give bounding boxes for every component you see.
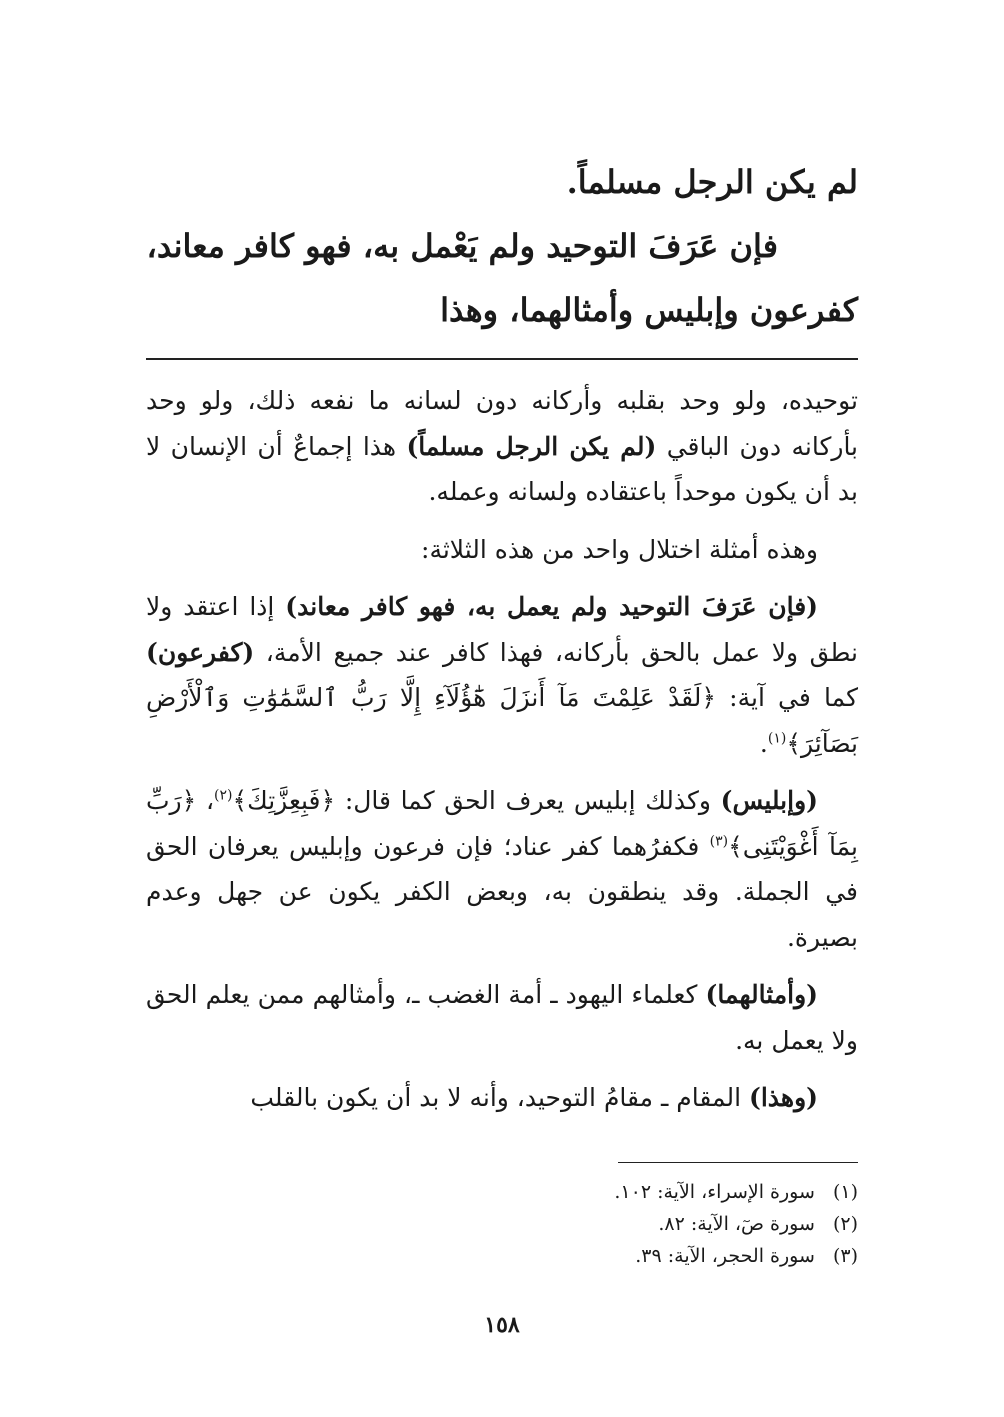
commentary-p1-bold: (لم يكن الرجل مسلماً) [406,431,657,461]
commentary-paragraph-1 [146,378,858,515]
commentary-paragraph-2: وهذه أمثلة اختلال واحد من هذه الثلاثة: [421,534,818,564]
footnote-number: (٢) [832,1213,858,1235]
footnote-ref-1: (١) [767,730,787,747]
footnote-ref-2: (٢) [214,787,233,804]
footnote-ref-3: (٣) [709,833,729,850]
quran-verse-2: ﴿فَبِعِزَّتِكَ﴾ [232,786,336,815]
commentary-p3-bold: (فإن عَرَفَ التوحيد ولم يعمل به، فهو كافر معاند) [285,592,818,621]
main-text-line-2: فإن عَرَفَ التوحيد ولم يَعْمل به، فهو كافر معاند، [146,227,778,265]
footnote-text: سورة الحجر، الآية: ٣٩. [635,1245,815,1267]
quran-verse-1: ﴿لَقَدْ عَلِمْتَ مَآ أَنزَلَ هَٰٓؤُلَآءِ إِلَّا رَبُّ ٱلسَّمَٰوَٰتِ وَٱلْأَرْضِ بَصَآئِرَ﴾ [146,683,858,758]
main-text-block [146,150,858,342]
commentary-p6-text: المقام ـ مقامُ التوحيد، وأنه لا بد أن يكون بالقلب [250,1083,742,1112]
commentary-p3-mid: كما في آية: [729,683,858,712]
footnote-text: سورة صٓ، الآية: ٨٢. [658,1213,815,1235]
footnote-number: (٣) [832,1245,858,1267]
main-text-separator [146,358,858,360]
footnote [358,1176,858,1208]
quran-verse-3: ﴿رَبِّ بِمَآ أَغْوَيْتَنِى﴾ [146,786,858,861]
commentary-p3-end: . [759,728,768,758]
footnote-number: (١) [832,1181,858,1203]
commentary-p6-bold: (وهذا) [749,1083,818,1112]
commentary-p5-text: كعلماء اليهود ـ أمة الغضب ـ، وأمثالهم ممن يعلم الحق ولا يعمل به. [146,980,858,1055]
commentary-p4-bold: (وإبليس) [720,786,818,815]
commentary-p5-bold: (وأمثالهما) [705,980,818,1009]
commentary-paragraph-4 [146,778,858,960]
main-text-line-1: لم يكن الرجل مسلماً. [566,163,858,201]
commentary-p3-text: إذا اعتقد ولا نطق ولا عمل بالحق بأركانه، فهذا كافر عند جميع الأمة، [146,592,858,667]
commentary-p1-tail: هذا إجماعٌ أن الإنسان لا بد أن يكون موحداً باعتقاده ولسانه وعمله. [146,431,858,506]
commentary-paragraph-3 [146,584,858,766]
footnotes-block [358,1176,858,1272]
footnote-separator [618,1162,858,1163]
commentary-p4-tail: فكفرُهما كفر عناد؛ فإن فرعون وإبليس يعرفان الحق في الجملة. وقد ينطقون به، وبعض الكفر يكون عن جهل وعدم بصيرة. [146,831,858,952]
page-number: ١٥٨ [484,1312,520,1338]
commentary-p4-text: وكذلك إبليس يعرف الحق كما قال: [344,786,711,815]
footnote [358,1208,858,1240]
footnote [358,1240,858,1272]
commentary-block [146,378,858,1133]
main-text-line-3: كفرعون وإبليس وأمثالهما، وهذا [440,291,858,329]
commentary-paragraph-6 [146,1075,858,1121]
footnote-text: سورة الإسراء، الآية: ١٠٢. [614,1181,815,1203]
commentary-p3-bold-2: (كفرعون) [146,637,255,667]
commentary-p4-sep: ، [205,786,215,815]
commentary-paragraph-5 [146,972,858,1063]
commentary-p1-text: توحيده، ولو وحد بقلبه وأركانه دون لسانه ما نفعه ذلك، ولو وحد بأركانه دون الباقي [146,386,859,461]
